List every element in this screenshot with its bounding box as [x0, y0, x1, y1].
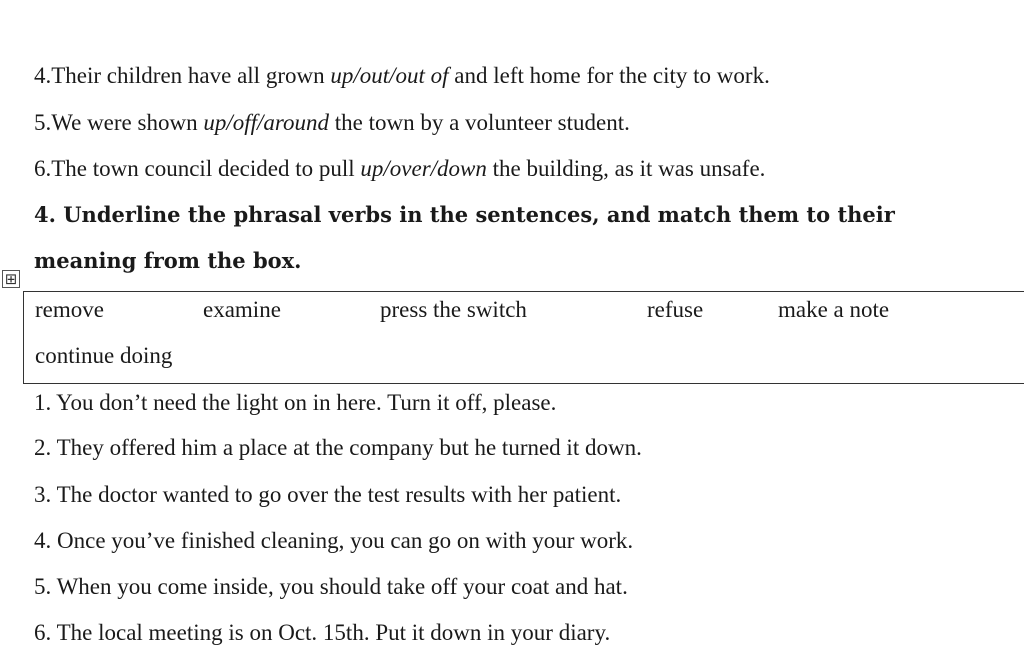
sentence-3: 3. The doctor wanted to go over the test results with her patient. — [34, 482, 622, 507]
box-word-examine: examine — [203, 297, 281, 322]
sentence-5: 5. When you come inside, you should take off your coat and hat. — [34, 574, 628, 599]
prior-item-options: up/out/out of — [330, 63, 449, 88]
box-word-refuse: refuse — [647, 297, 704, 322]
instruction-line-2: meaning from the box. — [34, 248, 302, 273]
prior-item-number: 4. — [34, 63, 52, 88]
prior-item-options: up/over/down — [360, 156, 487, 181]
prior-item-5 — [34, 111, 630, 134]
sentence-1: 1. You don’t need the light on in here. Turn it off, please. — [34, 390, 557, 415]
prior-item-4 — [34, 64, 770, 87]
prior-item-text-pre: Their children have all grown — [51, 63, 331, 88]
prior-item-text-pre: We were shown — [51, 110, 204, 135]
prior-item-number: 6. — [34, 156, 52, 181]
sentence-6: 6. The local meeting is on Oct. 15th. Put it down in your diary. — [34, 620, 611, 645]
instruction-line-1: 4. Underline the phrasal verbs in the sentences, and match them to their — [34, 202, 895, 227]
prior-item-number: 5. — [34, 110, 52, 135]
prior-item-text-post: the building, as it was unsafe. — [486, 156, 766, 181]
prior-item-6 — [34, 157, 765, 180]
sentence-4: 4. Once you’ve finished cleaning, you can go on with your work. — [34, 528, 634, 553]
prior-item-text-post: the town by a volunteer student. — [329, 110, 630, 135]
prior-item-text-pre: The town council decided to pull — [51, 156, 361, 181]
box-word-press-the-switch: press the switch — [380, 297, 527, 322]
box-word-make-a-note: make a note — [778, 297, 890, 322]
prior-item-text-post: and left home for the city to work. — [448, 63, 770, 88]
box-word-remove: remove — [35, 297, 104, 322]
prior-item-options: up/off/around — [203, 110, 329, 135]
box-word-continue-doing: continue doing — [35, 343, 173, 368]
word-box — [23, 291, 1024, 384]
sentence-2: 2. They offered him a place at the company but he turned it down. — [34, 435, 642, 460]
table-move-handle-icon[interactable]: ⊞ — [2, 270, 20, 288]
